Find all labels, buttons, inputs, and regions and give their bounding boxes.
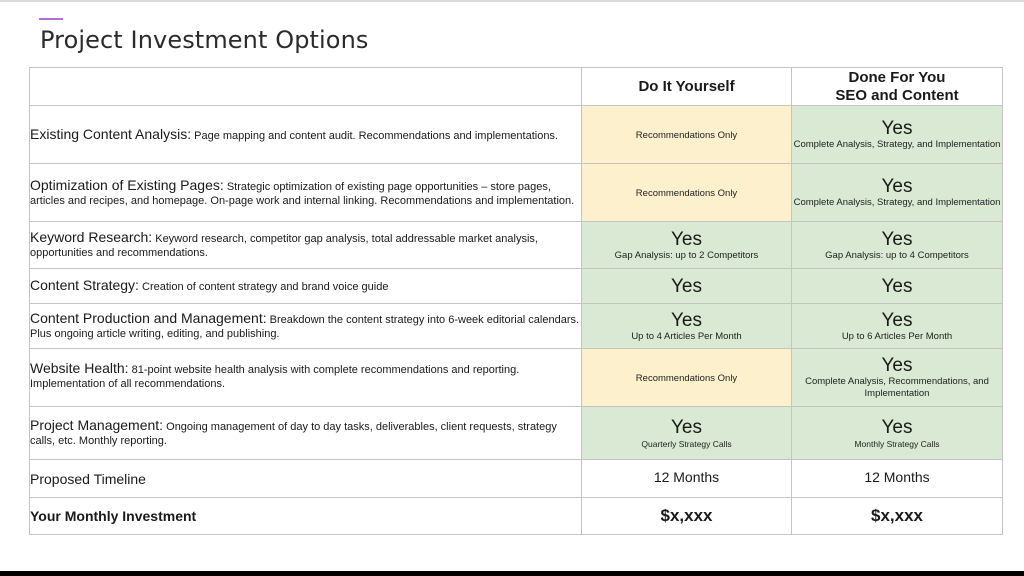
diy-cell — [582, 349, 792, 407]
dfy-cell — [792, 222, 1003, 269]
dfy-timeline: 12 Months — [864, 469, 930, 486]
table-row — [30, 349, 1003, 407]
diy-yes: Yes — [671, 228, 702, 250]
feature-desc: Ongoing management of day to day tasks, deliverables, client requests, strategy calls, etc. Monthly reporting. — [30, 421, 557, 447]
investment-row — [30, 498, 1003, 535]
diy-note: Gap Analysis: up to 2 Competitors — [614, 249, 759, 261]
feature-name: Website Health: — [30, 360, 129, 376]
dfy-timeline-cell — [792, 460, 1003, 498]
feature-desc: Breakdown the content strategy into 6-week editorial calendars. Plus ongoing article writing, editing, and publishing. — [30, 314, 580, 340]
dfy-yes: Yes — [881, 275, 913, 297]
table-row — [30, 222, 1003, 269]
diy-timeline: 12 Months — [653, 469, 720, 486]
diy-yes: Yes — [671, 309, 702, 331]
dfy-note: Up to 6 Articles Per Month — [841, 330, 953, 342]
header-dfy — [792, 68, 1003, 106]
header-diy: Do It Yourself — [582, 68, 792, 106]
table-row — [30, 269, 1003, 304]
dfy-yes: Yes — [881, 355, 913, 376]
feature-desc: 81-point website health analysis with complete recommendations and reporting. Implementation of all recommendations. — [30, 364, 520, 390]
title-accent-bar — [39, 18, 63, 20]
bottom-black-bar — [0, 571, 1024, 576]
diy-note: Quarterly Strategy Calls — [641, 438, 732, 449]
dfy-note: Complete Analysis, Strategy, and Implementation — [793, 197, 1001, 208]
investment-label: Your Monthly Investment — [30, 498, 582, 535]
page-title: Project Investment Options — [40, 26, 369, 54]
feature-desc: Keyword research, competitor gap analysis, total addressable market analysis, opportunities and recommendations. — [30, 233, 538, 259]
dfy-yes: Yes — [881, 416, 913, 438]
dfy-yes: Yes — [881, 176, 913, 197]
timeline-label: Proposed Timeline — [30, 460, 582, 498]
dfy-yes: Yes — [881, 228, 913, 250]
header-dfy-line2: SEO and Content — [835, 86, 959, 104]
diy-note: Up to 4 Articles Per Month — [631, 330, 742, 342]
feature-cell — [30, 222, 582, 269]
diy-note: Recommendations Only — [635, 130, 738, 142]
dfy-cell — [792, 106, 1003, 164]
dfy-cell — [792, 304, 1003, 349]
dfy-yes: Yes — [881, 309, 913, 331]
diy-cell — [582, 407, 792, 460]
feature-name: Existing Content Analysis: — [30, 125, 192, 142]
timeline-row — [30, 460, 1003, 498]
diy-cell — [582, 106, 792, 164]
dfy-cell — [792, 407, 1003, 460]
table-row — [30, 164, 1003, 222]
feature-name: Content Strategy: — [30, 277, 139, 293]
diy-cell — [582, 164, 792, 222]
feature-cell — [30, 106, 582, 164]
feature-name: Keyword Research: — [30, 229, 153, 245]
diy-cell — [582, 304, 792, 349]
diy-cell — [582, 222, 792, 269]
feature-cell — [30, 407, 582, 460]
investment-options-table — [29, 67, 1003, 535]
table-header-row — [30, 68, 1003, 106]
table-row — [30, 106, 1003, 164]
dfy-note: Complete Analysis, Recommendations, and Implementation — [805, 376, 989, 399]
feature-name: Content Production and Management: — [30, 310, 267, 326]
diy-note: Recommendations Only — [635, 373, 738, 385]
dfy-price-cell — [792, 498, 1003, 535]
diy-note: Recommendations Only — [635, 188, 738, 200]
feature-desc: Creation of content strategy and brand voice guide — [138, 281, 389, 293]
diy-yes: Yes — [671, 416, 702, 438]
diy-cell — [582, 269, 792, 304]
feature-name: Optimization of Existing Pages: — [30, 176, 224, 193]
feature-cell — [30, 349, 582, 407]
diy-price: $x,xxx — [660, 505, 713, 525]
diy-timeline-cell — [582, 460, 792, 498]
dfy-note: Complete Analysis, Strategy, and Implementation — [793, 139, 1001, 150]
dfy-cell — [792, 349, 1003, 407]
table-row — [30, 304, 1003, 349]
dfy-note: Monthly Strategy Calls — [854, 438, 940, 449]
feature-desc: Page mapping and content audit. Recommendations and implementations. — [191, 129, 558, 142]
table-row — [30, 407, 1003, 460]
diy-price-cell — [582, 498, 792, 535]
header-feature — [30, 68, 582, 106]
header-dfy-line1: Done For You — [848, 68, 946, 86]
top-divider — [0, 0, 1024, 2]
diy-yes: Yes — [671, 275, 702, 297]
feature-cell — [30, 164, 582, 222]
dfy-note: Gap Analysis: up to 4 Competitors — [825, 249, 969, 261]
feature-desc: Strategic optimization of existing page opportunities – store pages, articles and recipes, and homepage. On-page work and internal linking. Recommendations and implementation. — [30, 180, 575, 207]
dfy-price: $x,xxx — [871, 505, 923, 525]
dfy-cell — [792, 269, 1003, 304]
feature-name: Project Management: — [30, 417, 164, 433]
dfy-cell — [792, 164, 1003, 222]
dfy-yes: Yes — [881, 118, 913, 139]
feature-cell — [30, 269, 582, 304]
feature-cell — [30, 304, 582, 349]
